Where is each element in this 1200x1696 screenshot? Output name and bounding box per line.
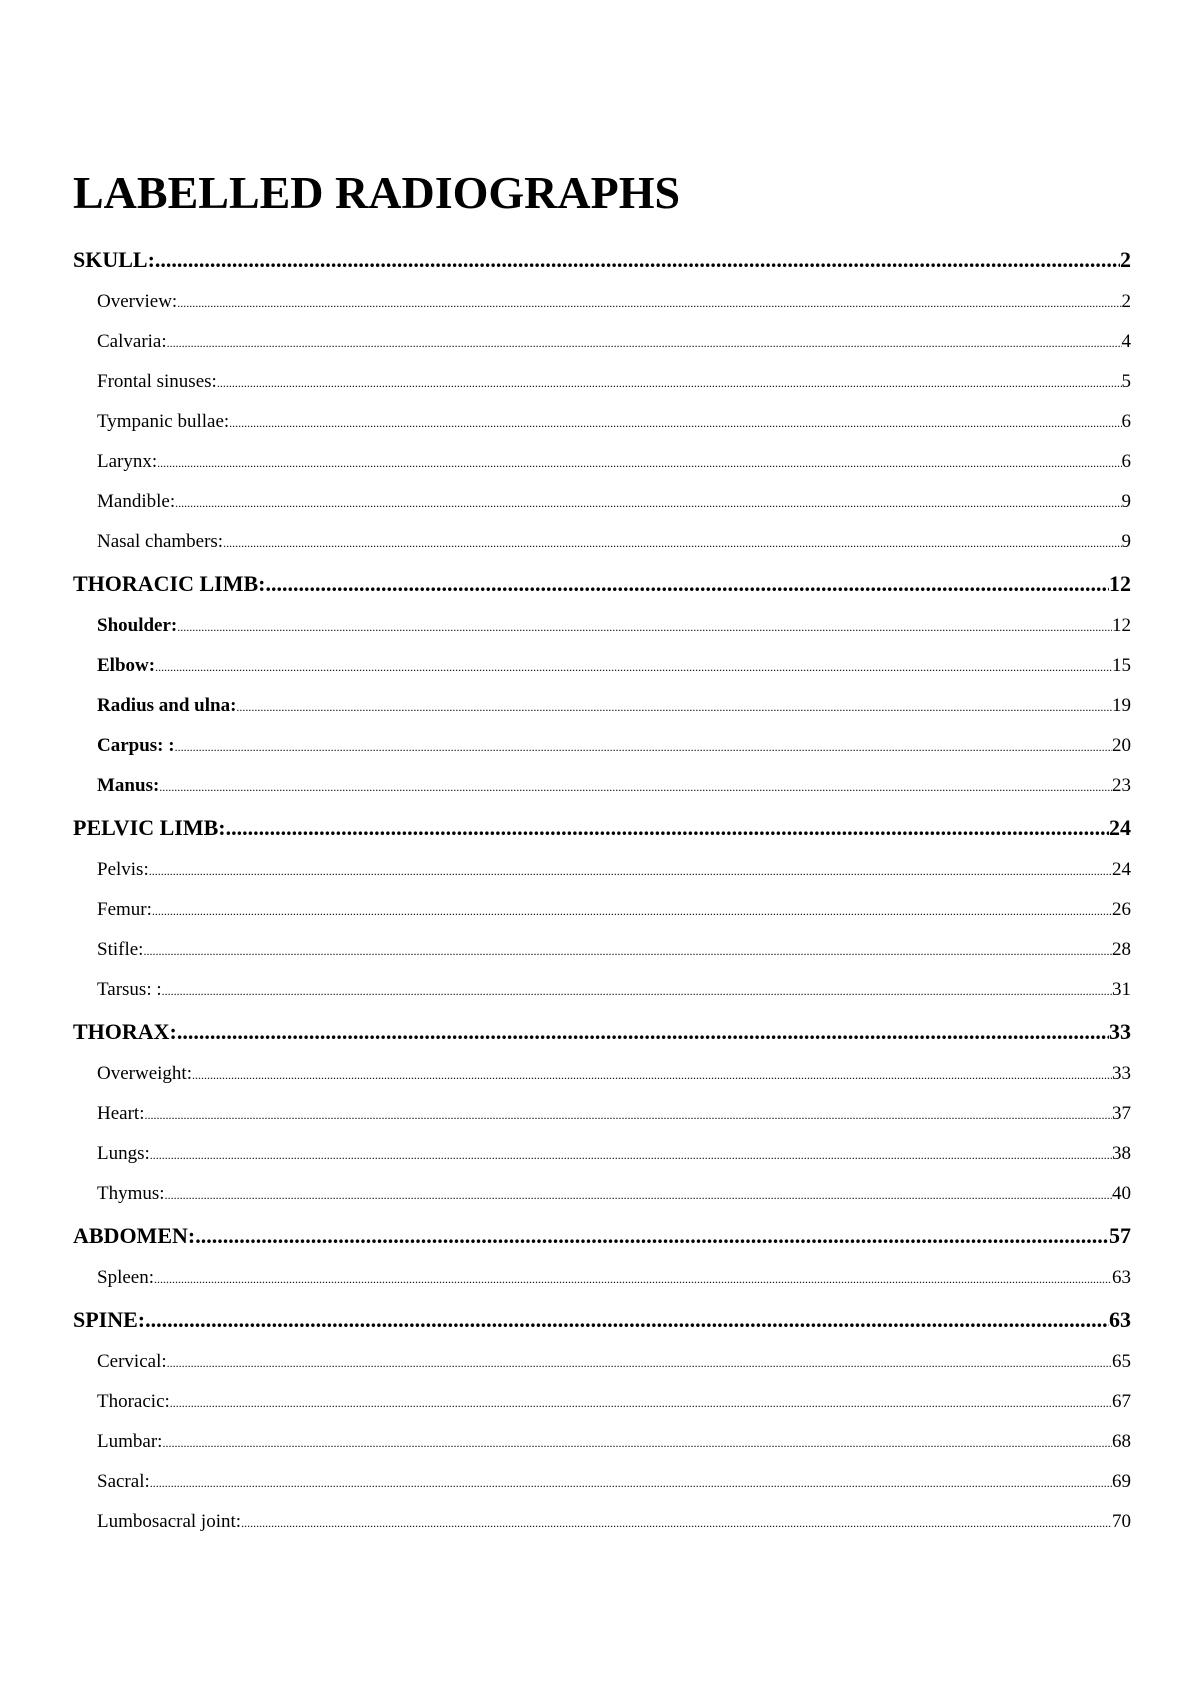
toc-entry-tympanic-bullae[interactable] — [73, 402, 1131, 442]
toc-page-number: 40 — [1112, 1183, 1131, 1204]
toc-dot-leader — [157, 443, 1121, 483]
toc-entry-overweight[interactable] — [73, 1054, 1131, 1094]
toc-page-number: 26 — [1112, 899, 1131, 920]
toc-entry-shoulder[interactable] — [73, 606, 1131, 646]
toc-entry-label: Carpus: : — [97, 735, 175, 756]
toc-entry-carpus[interactable] — [73, 726, 1131, 766]
document-title: LABELLED RADIOGRAPHS — [73, 167, 681, 218]
toc-page-number: 24 — [1112, 859, 1131, 880]
toc-section-thoracic-limb[interactable] — [73, 562, 1131, 606]
toc-dot-leader — [177, 1010, 1109, 1054]
toc-entry-label: Thymus: — [97, 1183, 165, 1204]
toc-page-number: 12 — [1112, 615, 1131, 636]
toc-entry-cervical[interactable] — [73, 1342, 1131, 1382]
toc-page-number: 20 — [1112, 735, 1131, 756]
toc-entry-lumbosacral-joint[interactable] — [73, 1502, 1131, 1542]
toc-entry-label: Thoracic: — [97, 1391, 170, 1412]
toc-dot-leader — [192, 1055, 1112, 1095]
toc-dot-leader — [229, 403, 1121, 443]
toc-page-number: 2 — [1120, 247, 1131, 272]
toc-entry-lungs[interactable] — [73, 1134, 1131, 1174]
toc-entry-label: Nasal chambers: — [97, 531, 224, 552]
toc-dot-leader — [167, 323, 1122, 363]
toc-entry-stifle[interactable] — [73, 930, 1131, 970]
toc-entry-label: Shoulder: — [97, 615, 178, 636]
toc-dot-leader — [155, 647, 1112, 687]
toc-dot-leader — [144, 1095, 1112, 1135]
toc-entry-label: Stifle: — [97, 939, 144, 960]
toc-dot-leader — [226, 806, 1109, 850]
toc-dot-leader — [154, 1259, 1112, 1299]
toc-dot-leader — [150, 1135, 1112, 1175]
toc-page-number: 70 — [1112, 1511, 1131, 1532]
toc-page-number: 19 — [1112, 695, 1131, 716]
toc-entry-label: Femur: — [97, 899, 152, 920]
toc-dot-leader — [177, 607, 1112, 647]
toc-page-number: 31 — [1112, 979, 1131, 1000]
toc-dot-leader — [217, 363, 1122, 403]
toc-dot-leader — [241, 1503, 1112, 1543]
toc-entry-larynx[interactable] — [73, 442, 1131, 482]
toc-dot-leader — [236, 687, 1112, 727]
toc-dot-leader — [175, 483, 1121, 523]
toc-page-number: 33 — [1109, 1019, 1131, 1044]
toc-entry-label: Heart: — [97, 1103, 145, 1124]
toc-page-number: 65 — [1112, 1351, 1131, 1372]
toc-page-number: 37 — [1112, 1103, 1131, 1124]
toc-section-label: SPINE: — [73, 1307, 146, 1332]
toc-entry-label: Mandible: — [97, 491, 176, 512]
toc-section-thorax[interactable] — [73, 1010, 1131, 1054]
toc-dot-leader — [170, 1383, 1112, 1423]
toc-entry-thymus[interactable] — [73, 1174, 1131, 1214]
toc-dot-leader — [149, 851, 1112, 891]
toc-entry-sacral[interactable] — [73, 1462, 1131, 1502]
toc-section-label: PELVIC LIMB: — [73, 815, 226, 840]
toc-entry-label: Larynx: — [97, 451, 158, 472]
toc-entry-label: Pelvis: — [97, 859, 149, 880]
toc-section-label: THORACIC LIMB: — [73, 571, 266, 596]
toc-entry-lumbar[interactable] — [73, 1422, 1131, 1462]
toc-page-number: 28 — [1112, 939, 1131, 960]
toc-page-number: 38 — [1112, 1143, 1131, 1164]
toc-entry-mandible[interactable] — [73, 482, 1131, 522]
toc-entry-label: Cervical: — [97, 1351, 167, 1372]
toc-entry-thoracic[interactable] — [73, 1382, 1131, 1422]
toc-section-label: THORAX: — [73, 1019, 177, 1044]
toc-page-number: 23 — [1112, 775, 1131, 796]
toc-section-label: SKULL: — [73, 247, 155, 272]
toc-entry-label: Overweight: — [97, 1063, 192, 1084]
toc-entry-femur[interactable] — [73, 890, 1131, 930]
toc-page-number: 5 — [1121, 371, 1131, 392]
toc-entry-nasal-chambers[interactable] — [73, 522, 1131, 562]
toc-page-number: 24 — [1109, 815, 1131, 840]
toc-page-number: 6 — [1121, 411, 1131, 432]
toc-entry-label: Calvaria: — [97, 331, 167, 352]
table-of-contents — [73, 238, 1131, 1542]
toc-dot-leader — [152, 891, 1112, 931]
toc-section-label: ABDOMEN: — [73, 1223, 196, 1248]
toc-dot-leader — [266, 562, 1109, 606]
toc-dot-leader — [177, 283, 1121, 323]
toc-entry-heart[interactable] — [73, 1094, 1131, 1134]
toc-page-number: 67 — [1112, 1391, 1131, 1412]
toc-entry-label: Radius and ulna: — [97, 695, 237, 716]
toc-page-number: 63 — [1109, 1307, 1131, 1332]
toc-page-number: 69 — [1112, 1471, 1131, 1492]
toc-dot-leader — [155, 238, 1120, 282]
toc-dot-leader — [145, 1298, 1109, 1342]
toc-entry-overview[interactable] — [73, 282, 1131, 322]
toc-section-abdomen[interactable] — [73, 1214, 1131, 1258]
toc-dot-leader — [159, 767, 1112, 807]
toc-entry-label: Sacral: — [97, 1471, 150, 1492]
toc-dot-leader — [162, 1423, 1112, 1463]
toc-entry-label: Spleen: — [97, 1267, 154, 1288]
toc-dot-leader — [223, 523, 1121, 563]
toc-entry-elbow[interactable] — [73, 646, 1131, 686]
toc-entry-label: Lumbosacral joint: — [97, 1511, 242, 1532]
toc-page-number: 12 — [1109, 571, 1131, 596]
toc-dot-leader — [143, 931, 1112, 971]
toc-page-number: 9 — [1121, 531, 1131, 552]
toc-section-pelvic-limb[interactable] — [73, 806, 1131, 850]
toc-section-spine[interactable] — [73, 1298, 1131, 1342]
toc-dot-leader — [165, 1175, 1112, 1215]
toc-entry-label: Lumbar: — [97, 1431, 163, 1452]
toc-dot-leader — [167, 1343, 1112, 1383]
toc-entry-label: Lungs: — [97, 1143, 150, 1164]
toc-dot-leader — [150, 1463, 1112, 1503]
toc-entry-label: Manus: — [97, 775, 160, 796]
toc-dot-leader — [175, 727, 1112, 767]
toc-page-number: 15 — [1112, 655, 1131, 676]
toc-page-number: 6 — [1121, 451, 1131, 472]
toc-page-number: 2 — [1121, 291, 1131, 312]
toc-page-number: 33 — [1112, 1063, 1131, 1084]
toc-entry-label: Overview: — [97, 291, 178, 312]
toc-entry-manus[interactable] — [73, 766, 1131, 806]
toc-page-number: 4 — [1121, 331, 1131, 352]
toc-entry-label: Frontal sinuses: — [97, 371, 217, 392]
toc-page-number: 63 — [1112, 1267, 1131, 1288]
toc-entry-label: Elbow: — [97, 655, 156, 676]
toc-entry-pelvis[interactable] — [73, 850, 1131, 890]
toc-entry-label: Tarsus: : — [97, 979, 162, 1000]
toc-page-number: 9 — [1121, 491, 1131, 512]
toc-entry-spleen[interactable] — [73, 1258, 1131, 1298]
toc-entry-calvaria[interactable] — [73, 322, 1131, 362]
toc-entry-radius-and-ulna[interactable] — [73, 686, 1131, 726]
toc-entry-label: Tympanic bullae: — [97, 411, 230, 432]
toc-section-skull[interactable] — [73, 238, 1131, 282]
toc-dot-leader — [195, 1214, 1109, 1258]
toc-dot-leader — [162, 971, 1112, 1011]
toc-entry-tarsus[interactable] — [73, 970, 1131, 1010]
toc-page-number: 57 — [1109, 1223, 1131, 1248]
toc-entry-frontal-sinuses[interactable] — [73, 362, 1131, 402]
toc-page-number: 68 — [1112, 1431, 1131, 1452]
